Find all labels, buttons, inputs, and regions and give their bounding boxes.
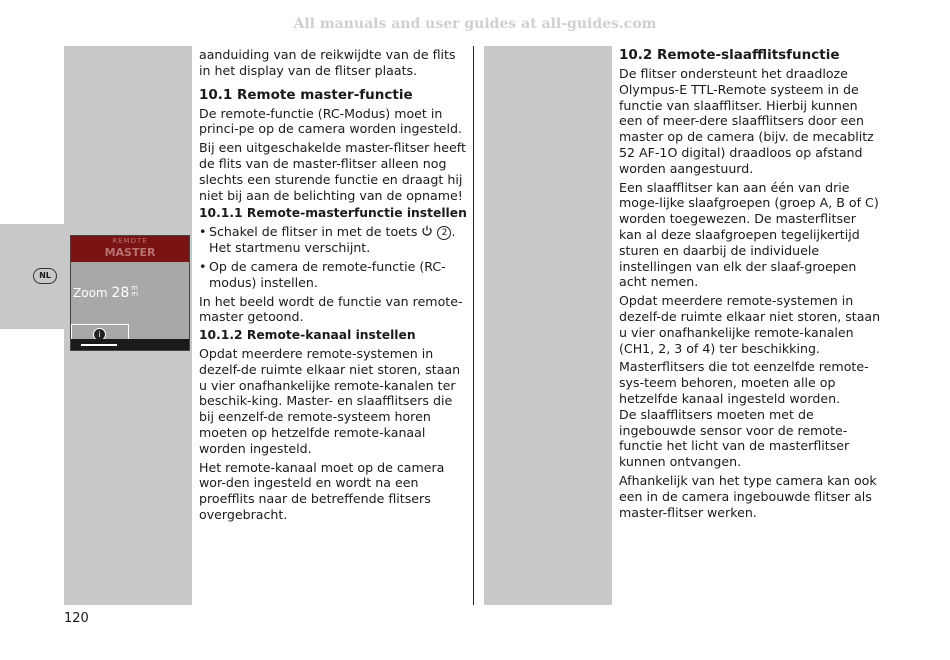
- display-remote-label: REMOTE: [112, 237, 148, 245]
- right-margin-column: [484, 46, 612, 605]
- paragraph: Opdat meerdere remote-systemen in dezelf-de ruimte elkaar niet storen, staan u vier onafhankelijke remote-kanalen (CH1, 2, 3 of 4) ter beschikking.: [619, 293, 881, 356]
- paragraph: De remote-functie (RC-Modus) moet in princi-pe op de camera worden ingesteld.: [199, 105, 463, 137]
- watermark: All manuals and user guides at all-guides.com: [293, 16, 657, 32]
- heading-10-1-1: 10.1.1 Remote-masterfunctie instellen: [199, 206, 467, 221]
- paragraph: Opdat meerdere remote-systemen in dezelf-de ruimte elkaar niet storen, staan u vier onafhankelijke remote-kanalen ter beschik-king. Master- en slaafflitsers die bij eenzelf-de remote-systeem horen moeten op hetzelfde remote-kanaal worden ingesteld.: [199, 345, 461, 456]
- heading-10-1: 10.1 Remote master-functie: [199, 86, 413, 103]
- zoom-unit-top: m: [131, 284, 139, 292]
- language-badge: NL: [33, 268, 57, 284]
- paragraph: De slaafflitsers moeten met de ingebouwde sensor voor de remote-functie het licht van de masterflitser kunnen ontvangen.: [619, 406, 850, 470]
- text-column-left: [199, 47, 469, 526]
- bullet-dot: •: [199, 224, 207, 240]
- zoom-unit-bottom: m: [131, 290, 139, 298]
- paragraph: Het remote-kanaal moet op de camera wor-den ingesteld en wordt na een proefflits naar de betreffende flitsers overgebracht.: [199, 459, 445, 522]
- info-icon: i: [93, 328, 106, 341]
- paragraph: Afhankelijk van het type camera kan ook een in de camera ingebouwde flitser als master-flitser werken.: [619, 472, 877, 520]
- zoom-value: 28: [111, 285, 130, 301]
- intro-paragraph: aanduiding van de reikwijdte van de flits in het display van de flitser plaats.: [199, 47, 456, 78]
- display-softkey-line: [81, 344, 117, 346]
- paragraph: De flitser ondersteunt het draadloze Olympus-E TTL-Remote systeem in de functie van slaafflitser. Hierbij kunnen een of meer-dere slaafflitsers door een master op de camera (bijv. de mecablitz 52 AF-1O digital) draadloos op afstand worden aangestuurd.: [619, 66, 874, 176]
- bullet-text: Op de camera de remote-functie (RC-modus) instellen.: [209, 258, 446, 290]
- bullet-item: [199, 224, 469, 256]
- column-divider: [473, 46, 474, 605]
- paragraph: Een slaafflitser kan aan één van drie moge-lijke slaafgroepen (groep A, B of C) worden toegewezen. De masterflitser kan al deze slaafgroepen tegelijkertijd sturen en daarbij de individuele instellingen van elk der slaaf-groepen acht nemen.: [619, 179, 879, 290]
- power-icon: [421, 225, 433, 237]
- bullet-dot: •: [199, 258, 207, 274]
- zoom-unit: [131, 285, 138, 297]
- display-mode-label: MASTER: [104, 246, 156, 259]
- paragraph: In het beeld wordt de functie van remote-master getoond.: [199, 293, 463, 325]
- bullet-text: [209, 224, 469, 256]
- paragraph: Bij een uitgeschakelde master-flitser heeft de flits van de master-flitser alleen nog slechts een sturende functie en draagt hij niet bij aan de belichting van de opname!: [199, 140, 466, 203]
- page-number: 120: [64, 611, 89, 626]
- flash-display-illustration: [70, 235, 190, 351]
- bullet-item: [199, 259, 469, 291]
- bullet-text-main: Schakel de flitser in met de toets: [209, 224, 418, 240]
- zoom-label: Zoom: [73, 286, 108, 300]
- callout-number: 2: [437, 226, 451, 240]
- heading-10-1-2: 10.1.2 Remote-kanaal instellen: [199, 328, 416, 343]
- bullet-text-end: . Het startmenu verschijnt.: [209, 224, 456, 256]
- text-column-right: [619, 47, 881, 523]
- paragraph: Masterflitsers die tot eenzelfde remote-sys-teem behoren, moeten alle op hetzelfde kanaal ingesteld worden.: [619, 359, 869, 406]
- heading-10-2: 10.2 Remote-slaafflitsfunctie: [619, 47, 840, 63]
- display-zoom-readout: [73, 285, 138, 301]
